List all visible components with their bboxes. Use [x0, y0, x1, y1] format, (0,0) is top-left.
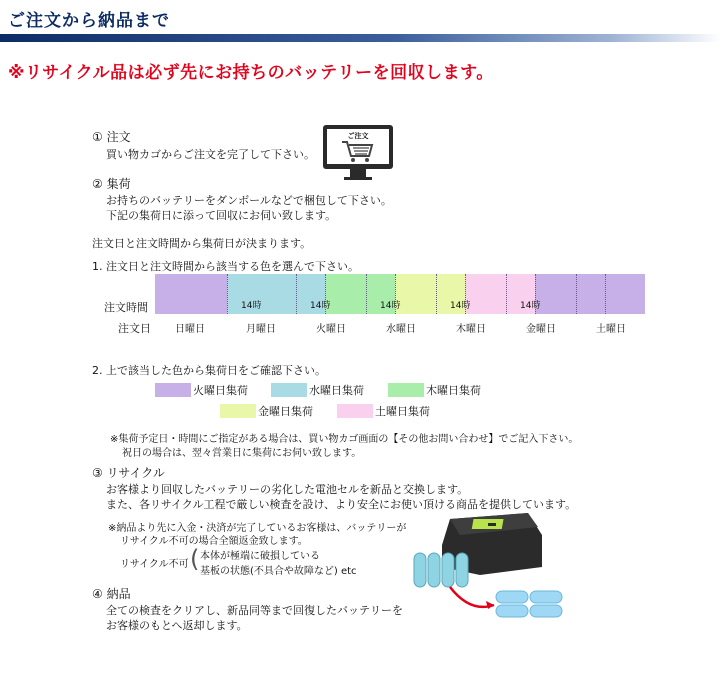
monitor-label: ご注文	[347, 132, 369, 140]
day-label: 金曜日	[526, 324, 556, 335]
title-underline-bar	[0, 34, 721, 42]
battery-cell-replacement-illustration	[410, 505, 585, 627]
schedule-note: ※集荷予定日・時間にご指定がある場合は、買い物カゴ画面の【その他お問い合わせ】でご記入下さい。	[110, 434, 579, 445]
segment-tue-pickup	[535, 274, 645, 314]
refund-note: ※納品より先に入金・決済が完了しているお客様は、バッテリーが	[108, 523, 407, 534]
refund-note: リサイクル不可の場合全額返金致します。	[120, 536, 308, 547]
step-pickup-line: お持ちのバッテリーをダンボールなどで梱包して下さい。	[106, 194, 392, 207]
divider	[227, 274, 228, 314]
day-label: 月曜日	[246, 324, 276, 335]
divider	[436, 274, 437, 314]
legend-label: 水曜日集荷	[309, 384, 364, 397]
divider	[296, 274, 297, 314]
legend-swatch-wed	[271, 383, 307, 397]
row-label-order-day: 注文日	[118, 322, 151, 335]
step-pickup-line: 下記の集荷日に添って回収にお伺い致します。	[106, 209, 337, 222]
legend-label: 金曜日集荷	[258, 405, 313, 418]
step-pickup-title: ② 集荷	[92, 177, 131, 191]
legend-swatch-thu	[388, 383, 424, 397]
reason-item: 本体が極端に破損している	[200, 551, 320, 562]
step-order-text: 買い物カゴからご注文を完了して下さい。	[106, 148, 315, 161]
step-delivery-title: ④ 納品	[92, 587, 131, 601]
schedule-step1: 1. 注文日と注文時間から該当する色を選んで下さい。	[92, 260, 359, 273]
day-label: 水曜日	[386, 324, 416, 335]
time-marker: 14時	[241, 301, 262, 311]
step-order-title: ① 注文	[92, 130, 131, 144]
reason-item: 基板の状態(不具合や故障など) etc	[200, 566, 357, 577]
divider	[366, 274, 367, 314]
divider	[576, 274, 577, 314]
legend-label: 木曜日集荷	[426, 384, 481, 397]
legend-label: 火曜日集荷	[193, 384, 248, 397]
day-label: 火曜日	[316, 324, 346, 335]
legend-swatch-tue	[155, 383, 191, 397]
time-marker: 14時	[450, 301, 471, 311]
divider	[605, 274, 606, 314]
day-label: 木曜日	[456, 324, 486, 335]
legend-swatch-fri	[220, 404, 256, 418]
monitor-cart-icon	[322, 124, 394, 184]
time-marker: 14時	[310, 301, 331, 311]
step-delivery-line: 全ての検査をクリアし、新品同等まで回復したバッテリーを	[106, 604, 403, 617]
segment-wed-pickup	[227, 274, 296, 314]
schedule-intro: 注文日と注文時間から集荷日が決まります。	[92, 237, 312, 250]
time-marker: 14時	[380, 301, 401, 311]
legend-label: 土曜日集荷	[375, 405, 430, 418]
step-delivery-line: お客様のもとへ返却します。	[106, 619, 248, 632]
legend-swatch-sat	[337, 404, 373, 418]
time-marker: 14時	[520, 301, 541, 311]
recycle-notice: ※リサイクル品は必ず先にお持ちのバッテリーを回収します。	[8, 63, 494, 83]
step-recycle-line: お客様より回収したバッテリーの劣化した電池セルを新品と交換します。	[106, 483, 469, 496]
divider	[506, 274, 507, 314]
day-label: 日曜日	[175, 324, 205, 335]
page-title: ご注文から納品まで	[8, 11, 170, 31]
step-recycle-line: また、各リサイクル工程で厳しい検査を設け、より安全にお使い頂ける商品を提供しています。	[106, 498, 577, 511]
row-label-order-time: 注文時間	[104, 301, 148, 314]
schedule-note: 祝日の場合は、翌々営業日に集荷にお伺い致します。	[122, 448, 362, 459]
bracket-glyph: (	[190, 545, 200, 573]
step-recycle-title: ③ リサイクル	[92, 466, 165, 480]
schedule-step2: 2. 上で該当した色から集荷日をご確認下さい。	[92, 364, 326, 377]
day-label: 土曜日	[596, 324, 626, 335]
segment-tue-pickup	[155, 274, 227, 314]
not-recyclable-label: リサイクル不可	[120, 559, 189, 570]
